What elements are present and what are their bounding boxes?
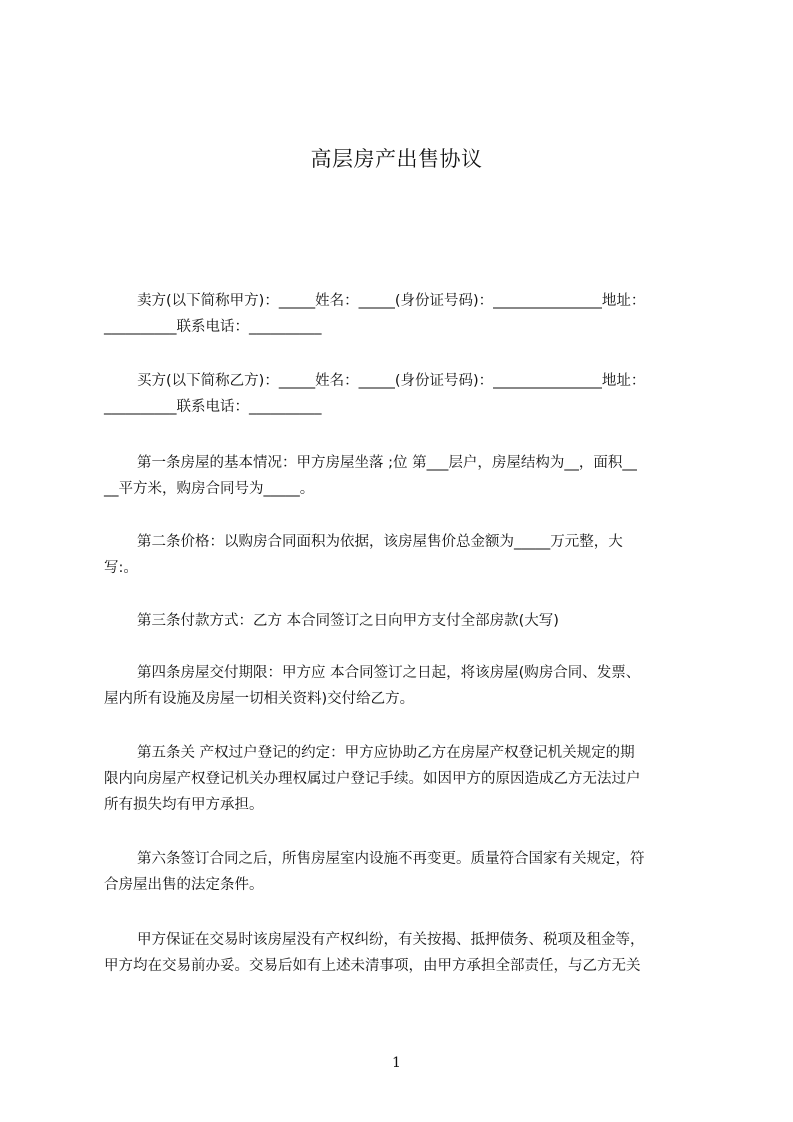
seller-info [104,288,704,340]
article-6-line-2: 合房屋出售的法定条件。 [104,877,264,893]
article-2-line-2: 写:。 [104,560,138,576]
article-6-line-1: 第六条签订合同之后，所售房屋室内设施不再变更。质量符合国家有关规定，符 [137,851,645,867]
article-1-property-info [104,450,704,502]
article-3-payment [104,608,704,634]
article-6-facilities [104,846,704,898]
article-4-line-2: 屋内所有设施及房屋一切相关资料)交付给乙方。 [104,691,415,707]
article-5-transfer [104,740,704,818]
article-2-price [104,529,704,581]
article-1-line-1: 第一条房屋的基本情况：甲方房屋坐落 ;位 第___层户，房屋结构为__，面积__ [137,455,637,471]
page-number: 1 [392,1055,401,1071]
article-5-line-1: 第五条关 产权过户登记的约定：甲方应协助乙方在房屋产权登记机关规定的期 [137,745,635,761]
buyer-info [104,368,704,420]
article-4-delivery [104,660,704,712]
article-2-line-1: 第二条价格：以购房合同面积为依据，该房屋售价总金额为_____万元整，大 [137,534,623,550]
seller-info-line-2: __________联系电话：__________ [104,319,322,335]
document-title: 高层房产出售协议 [310,147,483,171]
article-4-line-1: 第四条房屋交付期限：甲方应 本合同签订之日起，将该房屋(购房合同、发票、 [137,665,641,681]
article-3-line-1: 第三条付款方式：乙方 本合同签订之日向甲方支付全部房款(大写) [137,613,559,629]
article-1-line-2: __平方米，购房合同号为_____。 [104,481,315,497]
seller-guarantee [104,927,704,979]
article-5-line-2: 限内向房屋产权登记机关办理权属过户登记手续。如因甲方的原因造成乙方无法过户 [104,771,641,787]
guarantee-line-1: 甲方保证在交易时该房屋没有产权纠纷，有关按揭、抵押债务、税项及租金等， [137,932,645,948]
buyer-info-line-2: __________联系电话：__________ [104,399,322,415]
buyer-info-line-1: 买方(以下简称乙方)：_____姓名：_____(身份证号码)：_______________地址： [137,373,646,389]
article-5-line-3: 所有损失均有甲方承担。 [104,797,264,813]
seller-info-line-1: 卖方(以下简称甲方)：_____姓名：_____(身份证号码)：_______________地址： [137,293,646,309]
guarantee-line-2: 甲方均在交易前办妥。交易后如有上述未清事项，由甲方承担全部责任，与乙方无关 [104,958,641,974]
